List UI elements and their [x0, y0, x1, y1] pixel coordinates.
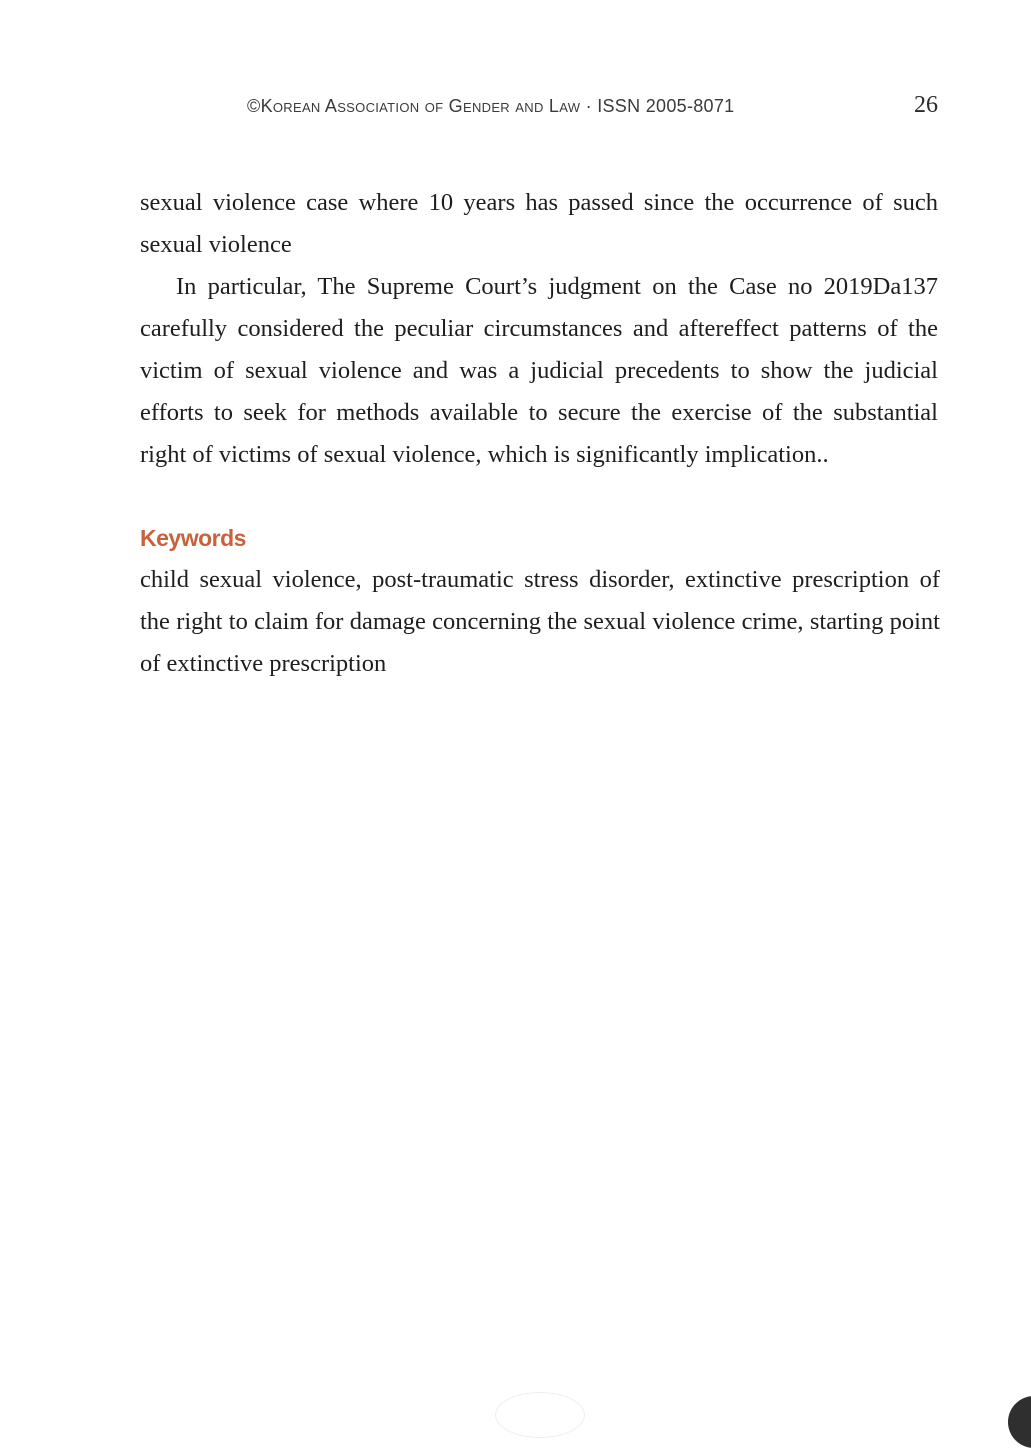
body-text — [140, 182, 938, 476]
keywords-list: child sexual violence, post-traumatic stress disorder, extinctive prescription of the right to claim for damage concerning the sexual violence crime, starting point of extinctive prescription — [140, 566, 940, 677]
floating-action-button[interactable] — [1008, 1396, 1031, 1448]
keywords-section — [140, 521, 940, 685]
paragraph-continuation: sexual violence case where 10 years has passed since the occurrence of such sexual violence — [140, 189, 938, 258]
page-number: 26 — [914, 92, 938, 118]
journal-copyright-line: ©Korean Association of Gender and Law · ISSN 2005-8071 — [247, 96, 735, 116]
running-header — [0, 92, 1031, 122]
page-scroll-indicator[interactable] — [495, 1392, 585, 1438]
paragraph-supreme-court: In particular, The Supreme Court’s judgment on the Case no 2019Da137 carefully considered the peculiar circumstances and aftereffect patterns of the victim of sexual violence and was a judicial precedents to show the judicial efforts to seek for methods available to secure the exercise of the substantial right of victims of sexual violence, which is significantly implication.. — [140, 273, 938, 468]
keywords-heading: Keywords — [140, 525, 246, 551]
